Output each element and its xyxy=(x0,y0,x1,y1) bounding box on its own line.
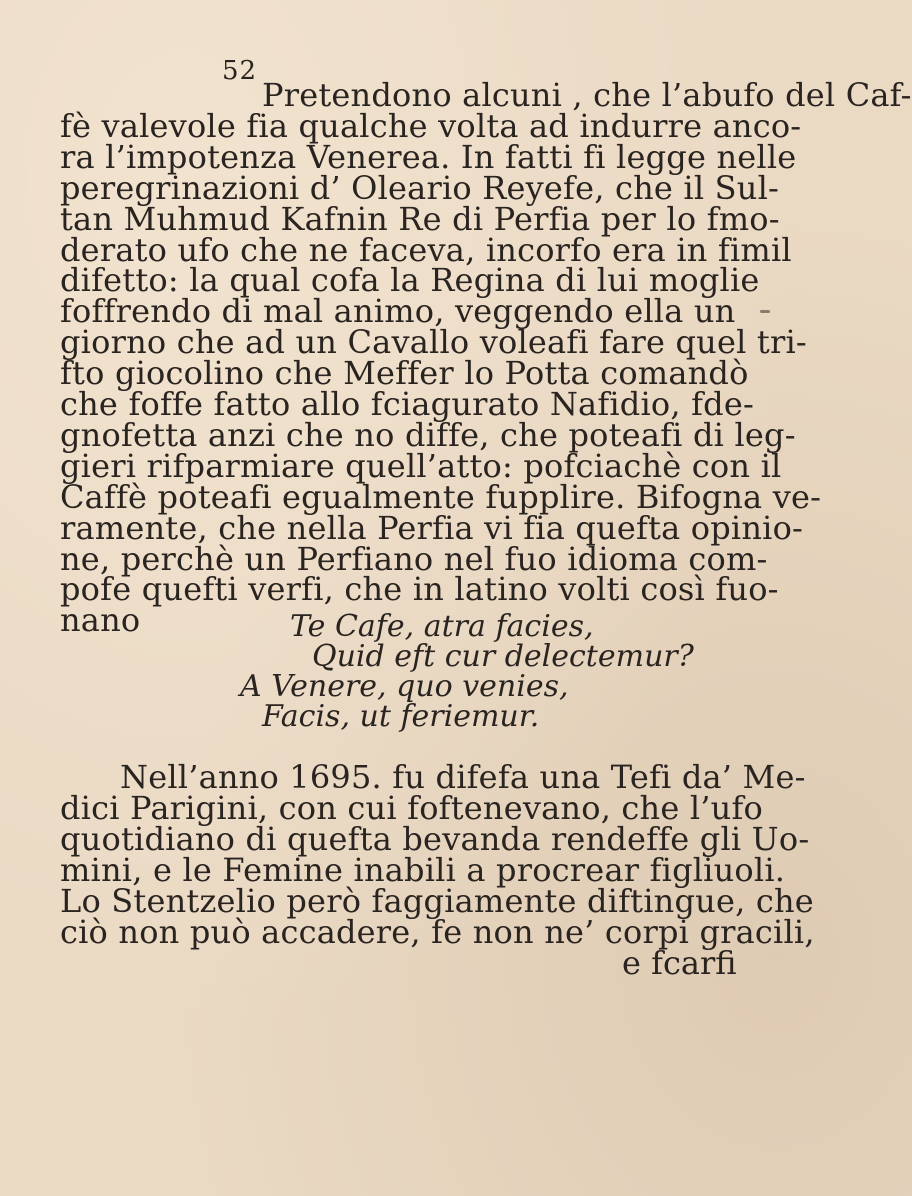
text-line: peregrinazioni d’ Oleario Reyefe, che il Sul- xyxy=(60,168,780,207)
text-line: quotidiano di quefta bevanda rendeffe gli Uo- xyxy=(60,820,810,858)
text-line: ciò non può accadere, fe non ne’ corpi gracili, xyxy=(60,913,815,951)
text-line: Caffè poteafi egualmente fupplire. Bifogna ve- xyxy=(60,477,822,516)
catchword: e fcarfi xyxy=(622,944,737,982)
page-number: 52 xyxy=(222,56,258,86)
verse-line: A Venere, quo venies, xyxy=(240,669,569,704)
text-line: pofe quefti verfi, che in latino volti così fuo- xyxy=(60,570,779,609)
text-line: foffrendo di mal animo, veggendo ella un xyxy=(60,292,736,331)
text-line: tan Muhmud Kafnin Re di Perfia per lo fmo- xyxy=(60,199,780,238)
text-line: gnofetta anzi che no diffe, che poteafi di leg- xyxy=(60,415,796,454)
text-line: dici Parigini, con cui foftenevano, che l’ufo xyxy=(60,789,763,827)
text-line: gieri rifparmiare quell’atto: pofciachè con il xyxy=(60,446,782,485)
text-line: difetto: la qual cofa la Regina di lui moglie xyxy=(60,261,760,300)
text-line: Nell’anno 1695. fu difefa una Tefi da’ Me- xyxy=(120,758,806,796)
text-line: Lo Stentzelio però faggiamente diftingue, che xyxy=(60,882,814,920)
text-line: derato ufo che ne faceva, incorfo era in fimil xyxy=(60,230,792,269)
text-line: ne, perchè un Perfiano nel fuo idioma com- xyxy=(60,539,768,578)
text-line: fto giocolino che Meffer lo Potta comandò xyxy=(60,354,749,393)
text-line: che foffe fatto allo fciagurato Nafidio, fde- xyxy=(60,385,755,423)
verse-line: Quid eft cur delectemur? xyxy=(312,639,694,674)
margin-mark xyxy=(760,310,770,313)
text-line: giorno che ad un Cavallo voleafi fare quel tri- xyxy=(60,323,807,362)
text-line: nano xyxy=(60,601,141,640)
text-line: ra l’impotenza Venerea. In fatti fi legge nelle xyxy=(60,137,797,176)
text-line: fè valevole fia qualche volta ad indurre anco- xyxy=(60,106,802,145)
verse-line: Facis, ut feriemur. xyxy=(262,699,540,734)
text-line: Pretendono alcuni , che l’abufo del Caf- xyxy=(262,76,912,114)
text-line: mini, e le Femine inabili a procrear figliuoli. xyxy=(60,851,786,889)
verse-line: Te Cafe, atra facies, xyxy=(290,609,594,644)
text-line: ramente, che nella Perfia vi fia quefta opinio- xyxy=(60,508,804,547)
